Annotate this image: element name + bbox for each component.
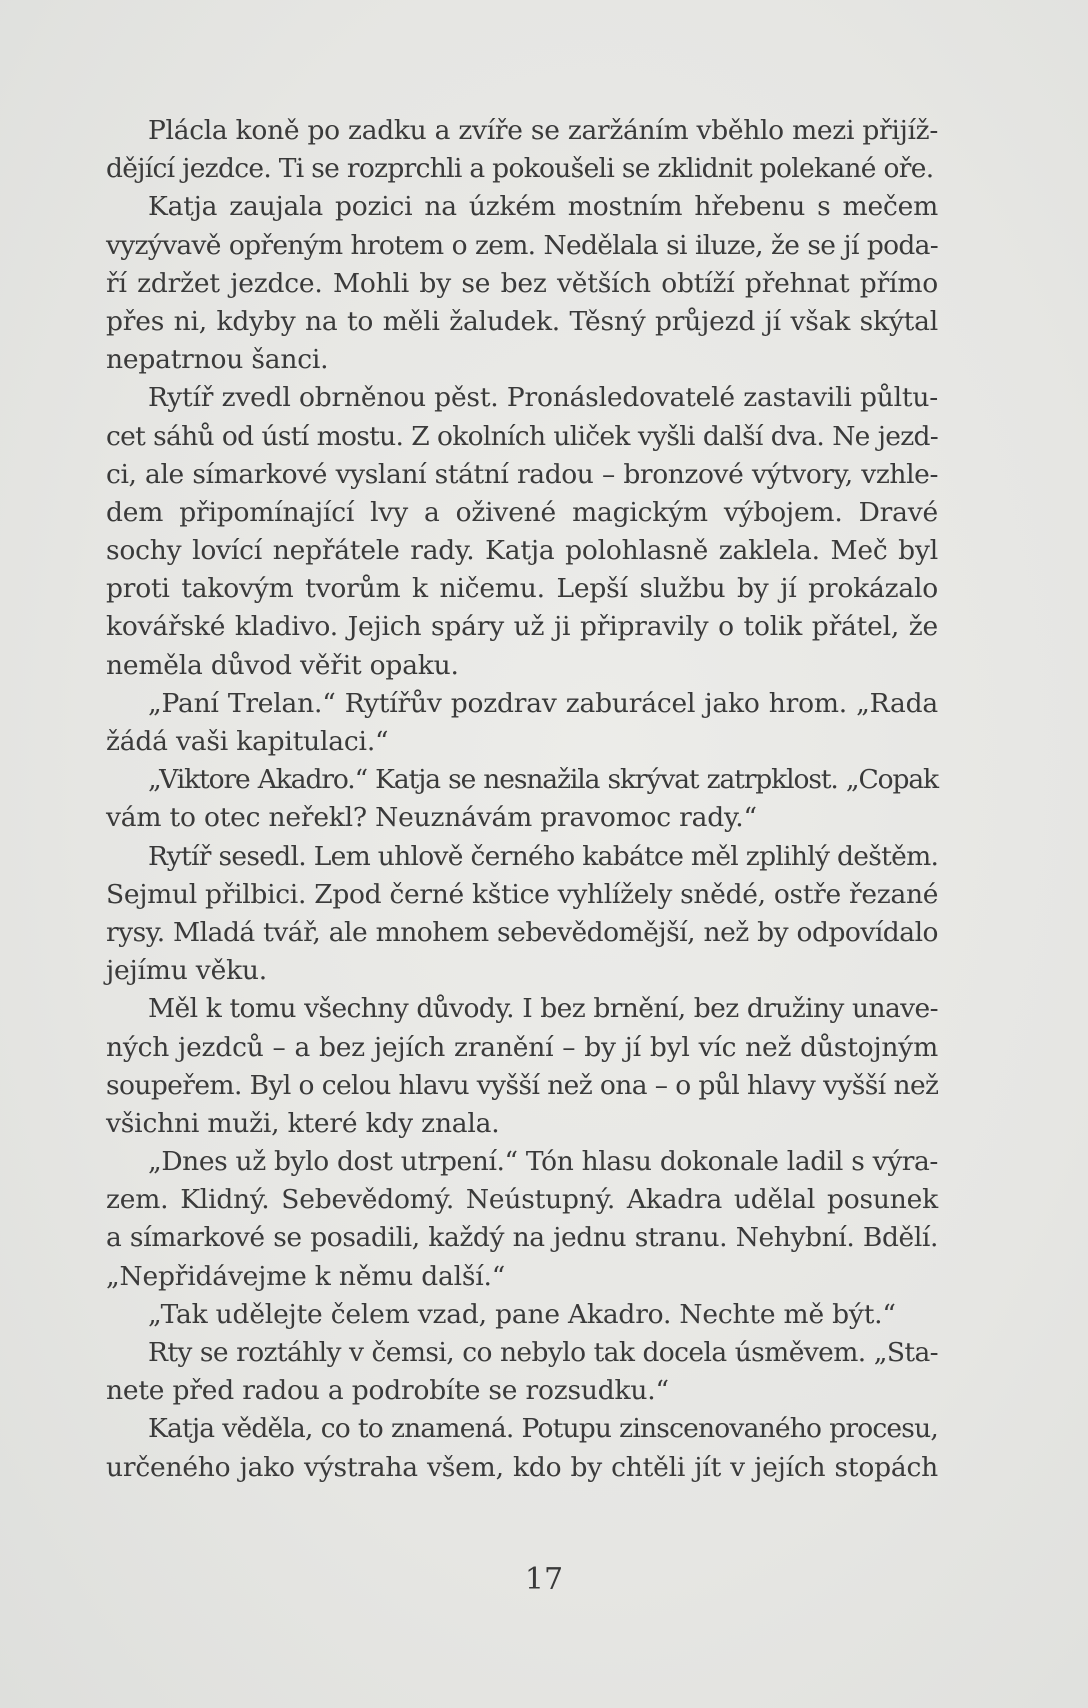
text-line: proti takovým tvorům k ničemu. Lepší službu by jí prokázalo — [106, 573, 938, 605]
text-line: „Tak udělejte čelem vzad, pane Akadro. Nechte mě být.“ — [148, 1298, 896, 1330]
text-line: ří zdržet jezdce. Mohli by se bez větších obtíží přehnat přímo — [106, 267, 938, 299]
text-line: ných jezdců – a bez jejích zranění – by jí byl víc než důstojným — [106, 1031, 938, 1063]
text-line: vyzývavě opřeným hrotem o zem. Nedělala si iluze, že se jí poda- — [106, 229, 938, 261]
text-line: sochy lovící nepřátele rady. Katja polohlasně zaklela. Meč byl — [106, 535, 938, 567]
text-line: určeného jako výstraha všem, kdo by chtěli jít v jejích stopách — [106, 1451, 938, 1483]
text-line: soupeřem. Byl o celou hlavu vyšší než ona – o půl hlavy vyšší než — [106, 1069, 939, 1101]
text-line: ci, ale símarkové vyslaní státní radou – bronzové výtvory, vzhle- — [106, 458, 938, 490]
text-line: Sejmul přilbici. Zpod černé kštice vyhlížely snědé, ostře řezané — [106, 878, 939, 910]
text-line: zem. Klidný. Sebevědomý. Neústupný. Akadra udělal posunek — [106, 1184, 938, 1216]
text-line: Rty se roztáhly v čemsi, co nebylo tak docela úsměvem. „Sta- — [148, 1337, 938, 1368]
text-line: dějící jezdce. Ti se rozprchli a pokoušeli se zklidnit polekané oře. — [106, 153, 934, 185]
text-line: cet sáhů od ústí mostu. Z okolních uliček vyšli další dva. Ne jezd- — [106, 420, 938, 452]
text-line: Katja zaujala pozici na úzkém mostním hřebenu s mečem — [148, 191, 938, 223]
text-line: „Dnes už bylo dost utrpení.“ Tón hlasu dokonale ladil s výra- — [148, 1146, 938, 1178]
text-line: všichni muži, které kdy znala. — [106, 1107, 500, 1139]
body-text — [106, 112, 938, 1487]
text-line: „Paní Trelan.“ Rytířův pozdrav zaburácel jako hrom. „Rada — [148, 687, 938, 719]
text-line: žádá vaši kapitulaci.“ — [106, 726, 389, 757]
text-line: kovářské kladivo. Jejich spáry už ji připravily o tolik přátel, že — [106, 611, 938, 643]
text-line: Katja věděla, co to znamená. Potupu zinscenovaného procesu, — [148, 1413, 938, 1445]
text-line: vám to otec neřekl? Neuznávám pravomoc rady.“ — [106, 802, 757, 834]
text-line: nete před radou a podrobíte se rozsudku.“ — [106, 1375, 669, 1407]
text-line: a símarkové se posadili, každý na jednu stranu. Nehybní. Bdělí. — [106, 1222, 938, 1254]
text-line: přes ni, kdyby na to měli žaludek. Těsný průjezd jí však skýtal — [106, 305, 938, 337]
text-line: neměla důvod věřit opaku. — [106, 649, 459, 681]
text-line: dem připomínající lvy a oživené magickým výbojem. Dravé — [106, 496, 938, 528]
text-line: Plácla koně po zadku a zvíře se zaržáním vběhlo mezi přijíž- — [148, 115, 938, 146]
page-number: 17 — [524, 1562, 564, 1597]
text-line: „Nepřidávejme k němu další.“ — [106, 1260, 506, 1292]
text-line: jejímu věku. — [106, 955, 268, 987]
text-line: Rytíř zvedl obrněnou pěst. Pronásledovatelé zastavili půltu- — [148, 382, 938, 414]
text-line: „Viktore Akadro.“ Katja se nesnažila skrývat zatrpklost. „Copak — [148, 764, 938, 796]
text-line: rysy. Mladá tvář, ale mnohem sebevědomější, než by odpovídalo — [106, 916, 938, 948]
text-line: Rytíř sesedl. Lem uhlově černého kabátce měl zplihlý deštěm. — [148, 840, 939, 872]
text-line: Měl k tomu všechny důvody. I bez brnění, bez družiny unave- — [148, 993, 938, 1025]
text-line: nepatrnou šanci. — [106, 344, 329, 376]
